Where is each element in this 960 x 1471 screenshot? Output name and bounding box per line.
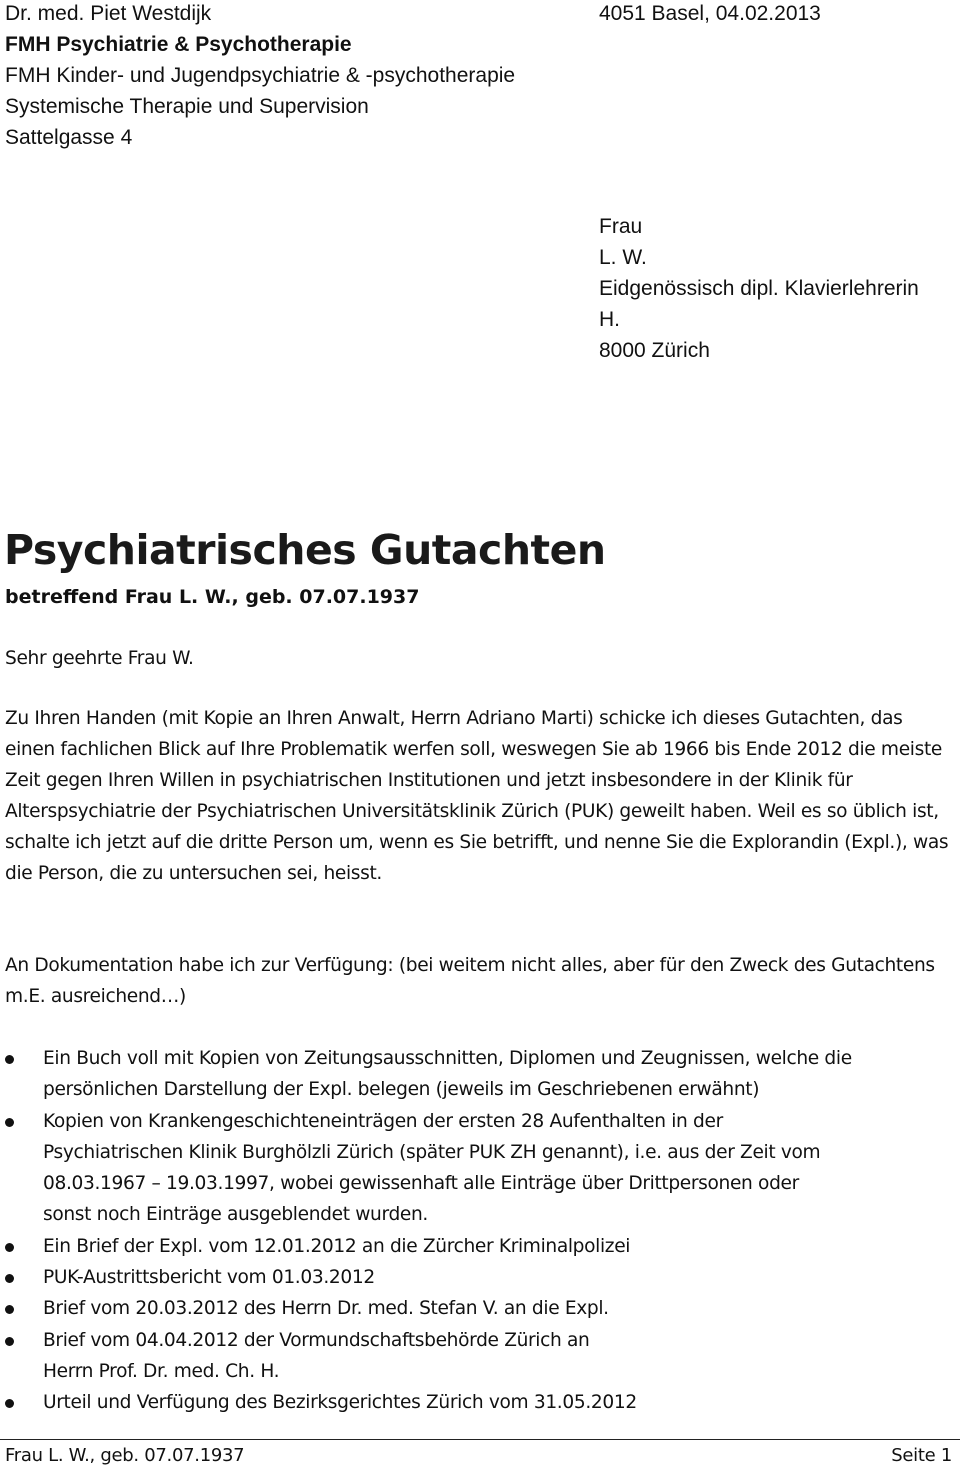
footer-page-number: Seite 1 — [891, 1445, 952, 1466]
list-item-text: Ein Brief der Expl. vom 12.01.2012 an die Zürcher Kriminalpolizei — [43, 1235, 631, 1257]
sender-title-child-psychiatry: FMH Kinder- und Jugendpsychiatrie & -psychotherapie — [5, 64, 516, 87]
list-item — [5, 1262, 955, 1293]
bullet-icon — [5, 1055, 14, 1064]
bullet-icon — [5, 1305, 14, 1314]
letter-salutation: Sehr geehrte Frau W. — [5, 648, 194, 669]
recipient-block — [599, 211, 919, 366]
list-item-text: Urteil und Verfügung des Bezirksgerichtes Zürich vom 31.05.2012 — [43, 1392, 637, 1414]
recipient-name: L. W. — [599, 246, 647, 269]
footer-patient-reference: Frau L. W., geb. 07.07.1937 — [5, 1445, 245, 1466]
bullet-icon — [5, 1274, 14, 1283]
list-item — [5, 1231, 955, 1262]
paragraph-documentation: An Dokumentation habe ich zur Verfügung: (bei weitem nicht alles, aber für den Zweck des Gutachtens m.E. ausreichend…) — [5, 955, 935, 1007]
documentation-list — [5, 1043, 955, 1419]
list-item-text: PUK-Austrittsbericht vom 01.03.2012 — [43, 1267, 375, 1289]
sender-title-psychiatry: FMH Psychiatrie & Psychotherapie — [5, 33, 352, 56]
footer-divider — [0, 1439, 960, 1440]
bullet-icon — [5, 1243, 14, 1252]
recipient-street: H. — [599, 308, 620, 331]
recipient-profession: Eidgenössisch dipl. Klavierlehrerin — [599, 277, 919, 300]
bullet-icon — [5, 1399, 14, 1408]
list-item — [5, 1106, 955, 1231]
bullet-icon — [5, 1337, 14, 1346]
recipient-salutation: Frau — [599, 215, 643, 238]
document-title: Psychiatrisches Gutachten — [4, 526, 606, 574]
list-item-text: Brief vom 20.03.2012 des Herrn Dr. med. Stefan V. an die Expl. — [43, 1298, 609, 1320]
sender-block — [5, 0, 515, 153]
list-item — [5, 1293, 955, 1324]
list-item — [5, 1043, 955, 1106]
sender-street: Sattelgasse 4 — [5, 126, 133, 149]
paragraph-introduction: Zu Ihren Handen (mit Kopie an Ihren Anwalt, Herrn Adriano Marti) schicke ich dieses Gutachten, das einen fachlichen Blick auf Ihre Problematik werfen soll, weswegen Sie ab 1966 bis Ende 2012 die meiste Zeit gegen Ihren Willen in psychiatrischen Institutionen und jetzt insbesondere in der Klinik für Alterspsychiatrie der Psychiatrischen Universitätsklinik Zürich (PUK) geweilt haben. Weil es so üblich ist, schalte ich jetzt auf die dritte Person um, wenn es Sie betrifft, und nenne Sie die Explorandin (Expl.), was die Person, die zu untersuchen sei, heisst. — [5, 708, 949, 884]
sender-title-systemic-therapy: Systemische Therapie und Supervision — [5, 95, 369, 118]
sender-name: Dr. med. Piet Westdijk — [5, 2, 212, 25]
list-item — [5, 1325, 955, 1388]
list-item-text: Brief vom 04.04.2012 der Vormundschaftsbehörde Zürich an Herrn Prof. Dr. med. Ch. H. — [43, 1329, 590, 1382]
list-item-text: Ein Buch voll mit Kopien von Zeitungsausschnitten, Diplomen und Zeugnissen, welche die persönlichen Darstellung der Expl. belegen (jeweils im Geschriebenen erwähnt) — [43, 1048, 852, 1101]
recipient-city: 8000 Zürich — [599, 339, 710, 362]
list-item — [5, 1387, 955, 1418]
document-subject: betreffend Frau L. W., geb. 07.07.1937 — [5, 586, 420, 608]
list-item-text: Kopien von Krankengeschichteneinträgen der ersten 28 Aufenthalten in der Psychiatrischen Klinik Burghölzli Zürich (später PUK ZH genannt), i.e. aus der Zeit vom 08.03.1967 – 19.03.1997, wobei gewissenhaft alle Einträge über Drittpersonen oder sonst noch Einträge ausgeblendet wurden. — [43, 1110, 821, 1226]
bullet-icon — [5, 1118, 14, 1127]
place-date: 4051 Basel, 04.02.2013 — [599, 2, 821, 25]
